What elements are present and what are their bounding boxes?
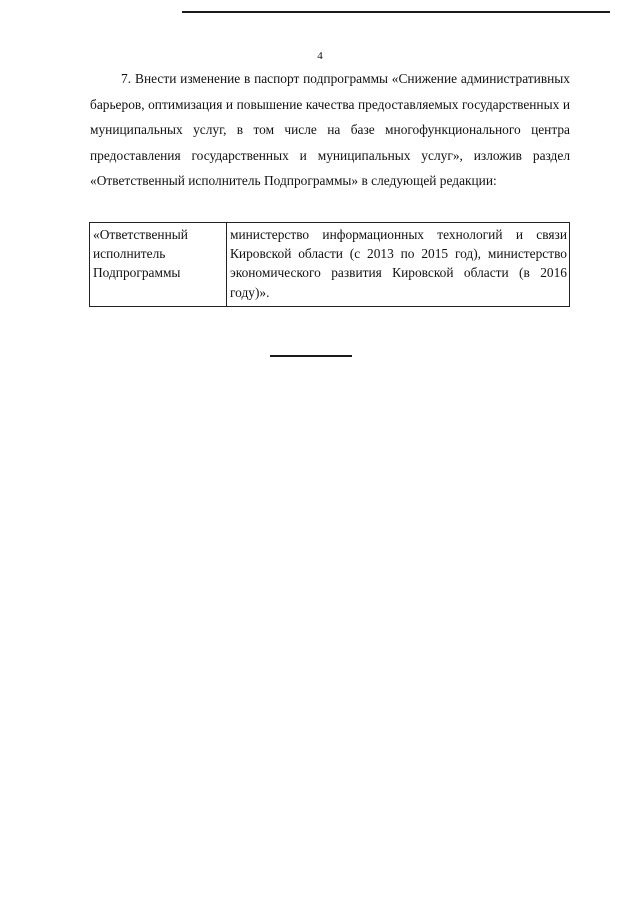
header-rule (182, 11, 610, 13)
paragraph-number: 7. (121, 71, 132, 86)
amendment-paragraph (90, 66, 570, 194)
passport-section-table (89, 222, 570, 307)
end-rule (270, 355, 352, 357)
paragraph-text: Внести изменение в паспорт подпрограммы «Снижение административных барьеров, оптимизация и повышение качества предоставляемых государственных и муниципальных услуг, в том числе на базе многофункционального центра предоставления государственных и муниципальных услуг», изложив раздел «Ответственный исполнитель Подпрограммы» в следующей редакции: (90, 71, 570, 189)
table-row (90, 223, 570, 307)
page-number: 4 (317, 50, 323, 62)
responsible-executor-value: министерство информационных технологий и связи Кировской области (с 2013 по 2015 год), министерство экономического развития Кировской области (в 2016 году)». (227, 223, 570, 307)
responsible-executor-label: «Ответственный исполнитель Подпрограммы (90, 223, 227, 307)
